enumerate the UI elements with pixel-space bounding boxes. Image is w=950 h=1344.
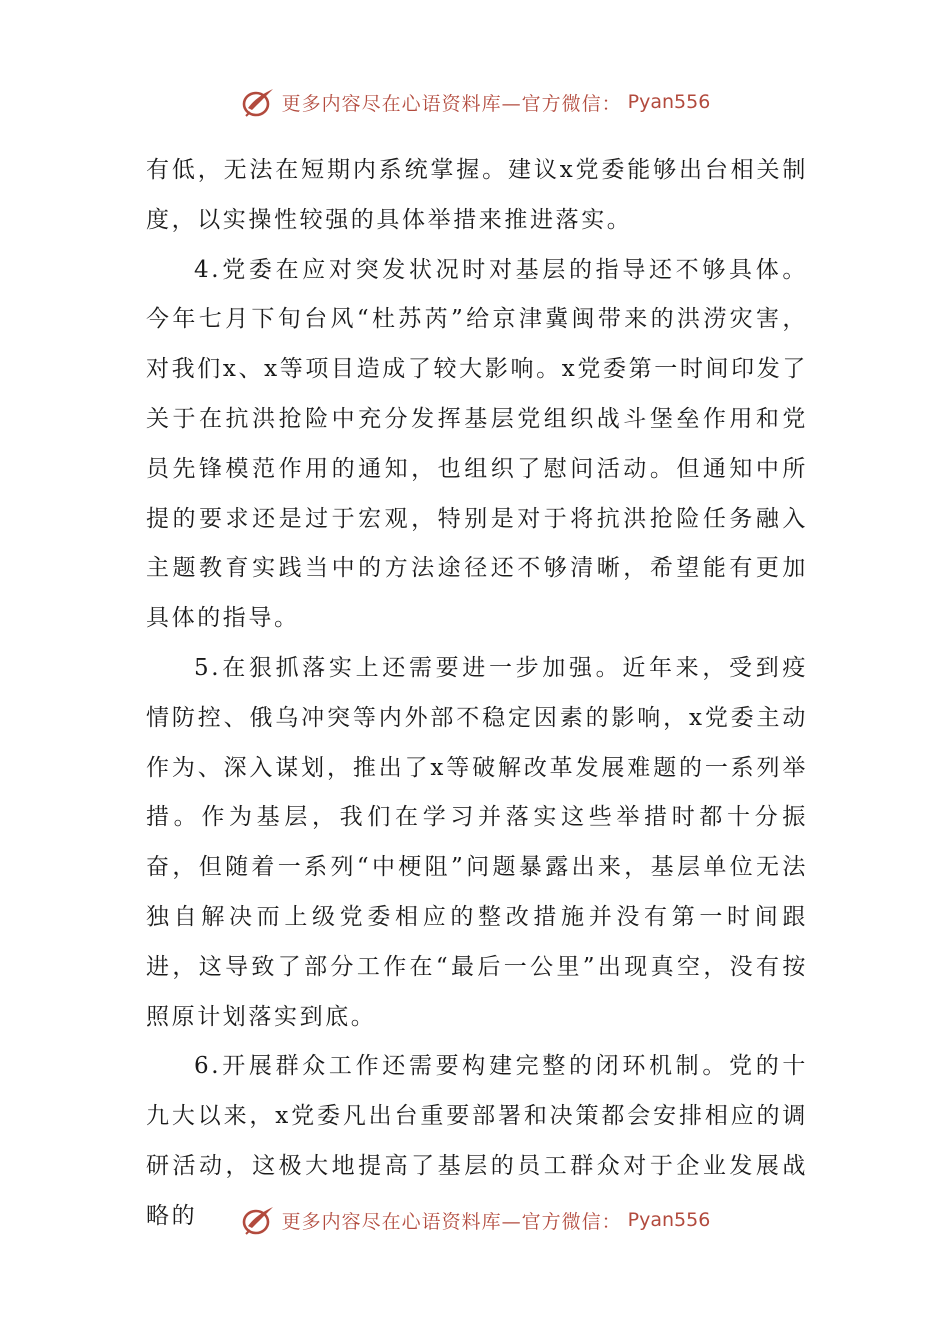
footer-watermark: [0, 1204, 950, 1244]
paragraph-continuation: 有低，无法在短期内系统掌握。建议x党委能够出台相关制度，以实操性较强的具体举措来推进落实。: [146, 157, 808, 233]
quill-logo-icon: [240, 86, 276, 118]
watermark-text: 更多内容尽在心语资料库—官方微信：: [281, 92, 622, 115]
document-body: [146, 146, 808, 1242]
paragraph-item-4: 4.党委在应对突发状况时对基层的指导还不够具体。今年七月下旬台风“杜苏芮”给京津冀闽带来的洪涝灾害，对我们x、x等项目造成了较大影响。x党委第一时间印发了关于在抗洪抢险中充分发挥基层党组织战斗堡垒作用和党员先锋模范作用的通知，也组织了慰问活动。但通知中所提的要求还是过于宏观，特别是对于将抗洪抢险任务融入主题教育实践当中的方法途径还不够清晰，希望能有更加具体的指导。: [146, 256, 808, 632]
header-watermark: [0, 82, 950, 122]
watermark-text: 更多内容尽在心语资料库—官方微信：: [281, 1210, 622, 1233]
quill-logo-icon: [240, 1204, 276, 1236]
paragraph-item-5: 5.在狠抓落实上还需要进一步加强。近年来，受到疫情防控、俄乌冲突等内外部不稳定因素的影响，x党委主动作为、深入谋划，推出了x等破解改革发展难题的一系列举措。作为基层，我们在学习并落实这些举措时都十分振奋，但随着一系列“中梗阻”问题暴露出来，基层单位无法独自解决而上级党委相应的整改措施并没有第一时间跟进，这导致了部分工作在“最后一公里”出现真空，没有按照原计划落实到底。: [146, 654, 808, 1030]
paragraph-item-6: 6.开展群众工作还需要构建完整的闭环机制。党的十九大以来，x党委凡出台重要部署和决策都会安排相应的调研活动，这极大地提高了基层的员工群众对于企业发展战略的: [146, 1053, 808, 1229]
watermark-wechat-id: Pyan556: [627, 1209, 711, 1231]
watermark-wechat-id: Pyan556: [627, 91, 711, 113]
